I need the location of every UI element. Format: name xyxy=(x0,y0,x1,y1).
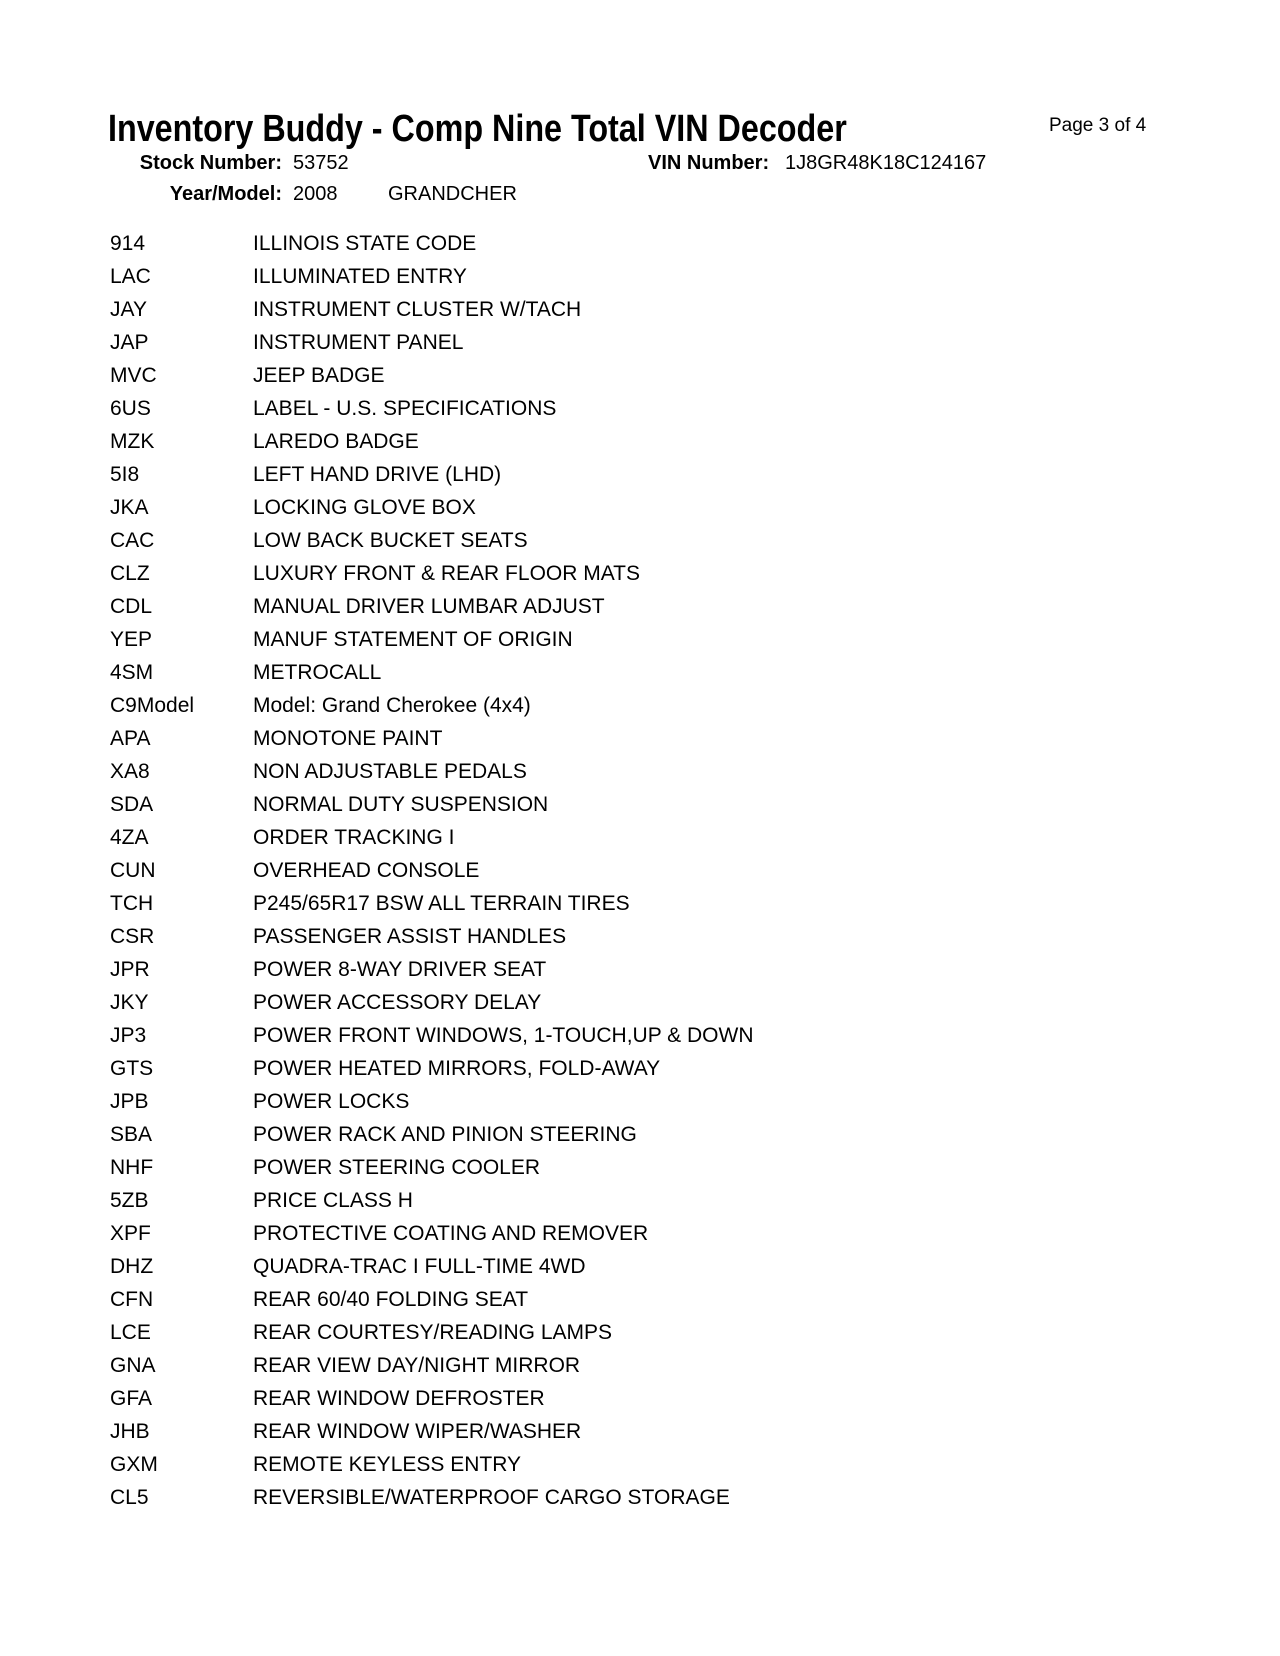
option-row xyxy=(110,689,1210,722)
option-row xyxy=(110,821,1210,854)
option-description: INSTRUMENT PANEL xyxy=(253,331,464,354)
option-row xyxy=(110,887,1210,920)
option-row xyxy=(110,953,1210,986)
option-description: REAR WINDOW DEFROSTER xyxy=(253,1387,545,1410)
option-code: JPR xyxy=(110,958,150,981)
option-description: REAR 60/40 FOLDING SEAT xyxy=(253,1288,529,1311)
option-row xyxy=(110,1184,1210,1217)
option-row xyxy=(110,227,1210,260)
option-code: CDL xyxy=(110,595,153,618)
option-code: XA8 xyxy=(110,760,150,783)
option-row xyxy=(110,920,1210,953)
option-description: REAR WINDOW WIPER/WASHER xyxy=(253,1420,582,1443)
option-code: GTS xyxy=(110,1057,154,1080)
option-code: C9Model xyxy=(110,694,195,717)
option-row xyxy=(110,524,1210,557)
option-code: MVC xyxy=(110,364,157,387)
option-row xyxy=(110,1118,1210,1151)
option-description: Model: Grand Cherokee (4x4) xyxy=(253,694,531,717)
option-description: REAR VIEW DAY/NIGHT MIRROR xyxy=(253,1354,581,1377)
option-description: POWER ACCESSORY DELAY xyxy=(253,991,542,1014)
option-row xyxy=(110,722,1210,755)
option-row xyxy=(110,1415,1210,1448)
option-description: NORMAL DUTY SUSPENSION xyxy=(253,793,549,816)
option-code: JAP xyxy=(110,331,149,354)
option-description: POWER 8-WAY DRIVER SEAT xyxy=(253,958,547,981)
option-code: DHZ xyxy=(110,1255,154,1278)
option-code: 4SM xyxy=(110,661,154,684)
option-row xyxy=(110,392,1210,425)
option-code: CAC xyxy=(110,529,155,552)
option-description: POWER STEERING COOLER xyxy=(253,1156,541,1179)
option-description: LOCKING GLOVE BOX xyxy=(253,496,476,519)
option-row xyxy=(110,425,1210,458)
option-row xyxy=(110,359,1210,392)
option-description: LUXURY FRONT & REAR FLOOR MATS xyxy=(253,562,641,585)
option-code: 4ZA xyxy=(110,826,149,849)
option-description: PROTECTIVE COATING AND REMOVER xyxy=(253,1222,649,1245)
option-code: TCH xyxy=(110,892,154,915)
option-description: POWER RACK AND PINION STEERING xyxy=(253,1123,637,1146)
option-code: JHB xyxy=(110,1420,150,1443)
option-code: 5ZB xyxy=(110,1189,149,1212)
option-row xyxy=(110,491,1210,524)
option-description: NON ADJUSTABLE PEDALS xyxy=(253,760,527,783)
option-row xyxy=(110,1217,1210,1250)
option-row xyxy=(110,656,1210,689)
page-title: Inventory Buddy - Comp Nine Total VIN Decoder xyxy=(108,108,847,150)
option-code: LCE xyxy=(110,1321,151,1344)
option-row xyxy=(110,458,1210,491)
option-description: REAR COURTESY/READING LAMPS xyxy=(253,1321,613,1344)
option-row xyxy=(110,1085,1210,1118)
option-code: NHF xyxy=(110,1156,154,1179)
option-description: OVERHEAD CONSOLE xyxy=(253,859,480,882)
option-row xyxy=(110,788,1210,821)
option-code: 914 xyxy=(110,232,146,255)
option-row xyxy=(110,755,1210,788)
option-row xyxy=(110,1382,1210,1415)
option-row xyxy=(110,1019,1210,1052)
option-code: CL5 xyxy=(110,1486,149,1509)
option-row xyxy=(110,1481,1210,1514)
option-row xyxy=(110,986,1210,1019)
option-row xyxy=(110,557,1210,590)
option-code: JKA xyxy=(110,496,149,519)
stock-number-label: Stock Number: xyxy=(139,152,282,174)
option-description: MANUF STATEMENT OF ORIGIN xyxy=(253,628,573,651)
vin-number-value: 1J8GR48K18C124167 xyxy=(785,152,987,174)
option-code: GXM xyxy=(110,1453,158,1476)
option-description: REVERSIBLE/WATERPROOF CARGO STORAGE xyxy=(253,1486,730,1509)
stock-vin-row xyxy=(0,150,1280,176)
option-code: CUN xyxy=(110,859,156,882)
option-code: JPB xyxy=(110,1090,149,1113)
option-row xyxy=(110,1250,1210,1283)
option-description: JEEP BADGE xyxy=(253,364,385,387)
option-row xyxy=(110,590,1210,623)
year-model-row xyxy=(0,181,1280,207)
option-code: JAY xyxy=(110,298,147,321)
option-code: SDA xyxy=(110,793,154,816)
option-row xyxy=(110,1052,1210,1085)
option-description: PASSENGER ASSIST HANDLES xyxy=(253,925,567,948)
option-code: CLZ xyxy=(110,562,150,585)
option-code: MZK xyxy=(110,430,155,453)
option-description: MONOTONE PAINT xyxy=(253,727,443,750)
option-description: QUADRA-TRAC I FULL-TIME 4WD xyxy=(253,1255,586,1278)
page-number-indicator: Page 3 of 4 xyxy=(1049,115,1147,136)
option-row xyxy=(110,1151,1210,1184)
option-description: POWER FRONT WINDOWS, 1-TOUCH,UP & DOWN xyxy=(253,1024,754,1047)
option-code: YEP xyxy=(110,628,153,651)
option-code: CFN xyxy=(110,1288,154,1311)
option-code: GFA xyxy=(110,1387,153,1410)
option-row xyxy=(110,1316,1210,1349)
option-code: JKY xyxy=(110,991,149,1014)
option-code: APA xyxy=(110,727,151,750)
option-row xyxy=(110,260,1210,293)
option-code: 5I8 xyxy=(110,463,140,486)
option-description: ORDER TRACKING I xyxy=(253,826,455,849)
option-code: 6US xyxy=(110,397,151,420)
option-code: XPF xyxy=(110,1222,151,1245)
year-model-label: Year/Model: xyxy=(169,183,282,205)
option-row xyxy=(110,1349,1210,1382)
option-code: LAC xyxy=(110,265,151,288)
option-codes-list xyxy=(110,227,1210,1514)
option-description: REMOTE KEYLESS ENTRY xyxy=(253,1453,522,1476)
stock-number-value: 53752 xyxy=(293,152,349,174)
option-description: LAREDO BADGE xyxy=(253,430,419,453)
option-description: ILLINOIS STATE CODE xyxy=(253,232,477,255)
option-description: POWER LOCKS xyxy=(253,1090,410,1113)
option-code: CSR xyxy=(110,925,155,948)
option-code: GNA xyxy=(110,1354,156,1377)
option-description: MANUAL DRIVER LUMBAR ADJUST xyxy=(253,595,605,618)
option-code: JP3 xyxy=(110,1024,147,1047)
option-row xyxy=(110,854,1210,887)
option-description: INSTRUMENT CLUSTER W/TACH xyxy=(253,298,582,321)
option-row xyxy=(110,623,1210,656)
option-description: PRICE CLASS H xyxy=(253,1189,413,1212)
option-description: LEFT HAND DRIVE (LHD) xyxy=(253,463,502,486)
option-description: LABEL - U.S. SPECIFICATIONS xyxy=(253,397,557,420)
option-row xyxy=(110,1448,1210,1481)
vin-number-label: VIN Number: xyxy=(648,152,770,174)
year-value: 2008 xyxy=(293,183,338,205)
option-description: ILLUMINATED ENTRY xyxy=(253,265,467,288)
option-description: LOW BACK BUCKET SEATS xyxy=(253,529,528,552)
option-description: POWER HEATED MIRRORS, FOLD-AWAY xyxy=(253,1057,661,1080)
option-row xyxy=(110,326,1210,359)
option-row xyxy=(110,293,1210,326)
model-value: GRANDCHER xyxy=(388,183,517,205)
option-description: P245/65R17 BSW ALL TERRAIN TIRES xyxy=(253,892,630,915)
option-row xyxy=(110,1283,1210,1316)
option-code: SBA xyxy=(110,1123,153,1146)
option-description: METROCALL xyxy=(253,661,382,684)
